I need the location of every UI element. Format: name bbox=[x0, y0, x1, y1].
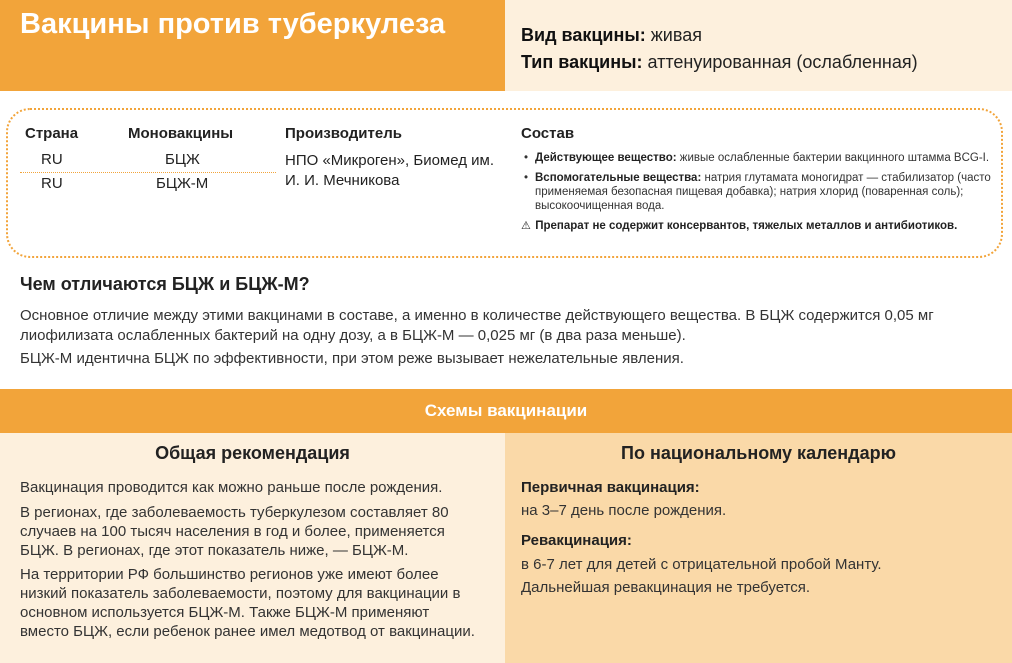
schemes-title: Схемы вакцинации bbox=[424, 401, 588, 420]
row1-vaccine: БЦЖ bbox=[165, 151, 200, 168]
title-block bbox=[0, 0, 505, 91]
excipients-label: Вспомогательные вещества: bbox=[535, 172, 702, 184]
header-composition: Состав bbox=[521, 125, 575, 142]
composition-excipients bbox=[521, 171, 991, 213]
row-divider bbox=[20, 172, 276, 173]
vaccine-type-block bbox=[505, 0, 1012, 91]
difference-title: Чем отличаются БЦЖ и БЦЖ-М? bbox=[20, 274, 310, 294]
revaccination-note: Дальнейшая ревакцинация не требуется. bbox=[521, 579, 811, 596]
revaccination-label: Ревакцинация: bbox=[521, 532, 632, 549]
general-title: Общая рекомендация bbox=[155, 443, 350, 463]
general-paragraph-2: В регионах, где заболеваемость туберкулезом составляет 80 случаев на 100 тысяч населения в год и более, применяется БЦЖ. В регионах, где этот показатель ниже, — БЦЖ-М. bbox=[20, 504, 449, 559]
difference-paragraph-2: БЦЖ-М идентична БЦЖ по эффективности, при этом реже вызывает нежелательные явления. bbox=[20, 350, 684, 367]
row2-vaccine: БЦЖ-М bbox=[156, 175, 209, 192]
primary-vaccination-text: на 3–7 день после рождения. bbox=[521, 502, 727, 519]
warning-text: Препарат не содержит консервантов, тяжелых металлов и антибиотиков. bbox=[535, 220, 958, 232]
general-paragraph-1: Вакцинация проводится как можно раньше после рождения. bbox=[20, 479, 443, 496]
row1-country: RU bbox=[41, 151, 63, 168]
bullet-icon: • bbox=[524, 172, 529, 184]
revaccination-text: в 6-7 лет для детей с отрицательной пробой Манту. bbox=[521, 556, 882, 573]
page-title: Вакцины против туберкулеза bbox=[20, 8, 446, 40]
header-producer: Производитель bbox=[285, 125, 402, 142]
composition-list bbox=[521, 151, 991, 233]
general-recommendation-column bbox=[0, 433, 505, 663]
national-calendar-column bbox=[505, 433, 1012, 663]
vaccine-kind-label: Вид вакцины: bbox=[521, 25, 646, 45]
vaccine-kind-line bbox=[521, 22, 1012, 49]
row2-country: RU bbox=[41, 175, 63, 192]
vaccine-type-value: аттенуированная (ослабленная) bbox=[647, 52, 918, 72]
composition-active bbox=[521, 151, 991, 165]
active-label: Действующее вещество: bbox=[535, 152, 677, 164]
vaccine-kind-value: живая bbox=[650, 25, 702, 45]
vaccine-type-label: Тип вакцины: bbox=[521, 52, 643, 72]
national-title: По национальному календарю bbox=[621, 443, 896, 463]
active-text: живые ослабленные бактерии вакцинного штамма BCG-I. bbox=[679, 152, 990, 164]
producer-text: НПО «Микроген», Биомед им. И. И. Мечникова bbox=[285, 152, 495, 189]
vaccine-type-line bbox=[521, 49, 1012, 76]
difference-paragraph-1: Основное отличие между этими вакцинами в составе, а именно в количестве действующего вещества. В БЦЖ содержится 0,05 мг лиофилизата ослабленных бактерий на одну дозу, а в БЦЖ-М — 0,025 мг (в два раза меньше). bbox=[20, 307, 934, 344]
schemes-band bbox=[0, 389, 1012, 433]
primary-vaccination-label: Первичная вакцинация: bbox=[521, 479, 700, 496]
header-country: Страна bbox=[25, 125, 79, 142]
warning-line bbox=[521, 219, 991, 233]
excipients-text: натрия глутамата моногидрат — стабилизатор (часто применяемая безопасная пищевая добавка); натрия хлорид (поваренная соль); высокоочищенная вода. bbox=[535, 172, 991, 212]
header bbox=[0, 0, 1012, 91]
bullet-icon: • bbox=[524, 152, 529, 164]
general-paragraph-3: На территории РФ большинство регионов уже имеют более низкий показатель заболеваемости, поэтому для вакцинации в основном используется БЦЖ-М. Также БЦЖ-М применяют вместо БЦЖ, если ребенок ранее имел медотвод от вакцинации. bbox=[20, 566, 475, 640]
header-monovaccines: Моновакцины bbox=[128, 125, 234, 142]
warning-icon: ⚠ bbox=[521, 220, 531, 232]
